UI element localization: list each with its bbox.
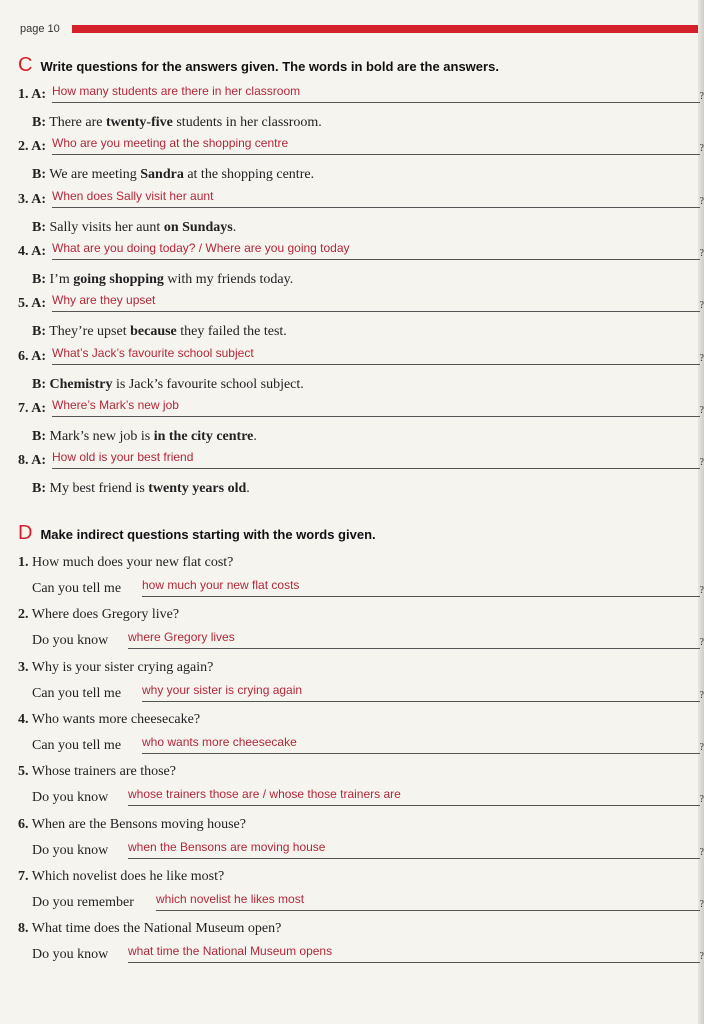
speaker-label: B: <box>32 377 46 392</box>
question-row-a <box>18 189 704 209</box>
handwritten-answer: Who are you meeting at the shopping centre <box>52 136 289 150</box>
answer-row-b <box>18 428 700 446</box>
sentence-start: They’re upset <box>49 324 131 339</box>
question-number: 7. A: <box>18 401 46 416</box>
answer-row-b <box>18 376 700 394</box>
section-c-heading <box>18 54 499 77</box>
question-mark: ? <box>699 91 704 102</box>
question-starter: Do you know <box>32 633 109 648</box>
section-d-instruction: Make indirect questions starting with the words given. <box>40 527 376 542</box>
question-mark: ? <box>699 899 704 910</box>
handwritten-answer: when the Bensons are moving house <box>128 840 326 854</box>
direct-question: Whose trainers are those? <box>31 764 176 779</box>
sentence-end: at the shopping centre. <box>183 167 315 182</box>
sentence-start: Mark’s new job is <box>49 429 154 444</box>
direct-question: Which novelist does he like most? <box>31 869 225 884</box>
handwritten-answer: Where’s Mark’s new job <box>52 398 179 412</box>
direct-question: Who wants more cheesecake? <box>31 712 201 727</box>
answer-field[interactable] <box>142 735 704 754</box>
direct-question-row <box>18 868 700 886</box>
question-number: 1. <box>18 555 29 570</box>
direct-question-row <box>18 711 700 729</box>
bold-answer: in the city centre <box>153 429 254 444</box>
direct-question-row <box>18 554 700 572</box>
speaker-label: B: <box>32 481 46 496</box>
sentence-end: . <box>232 220 237 235</box>
question-starter: Do you know <box>32 843 109 858</box>
answer-field[interactable] <box>156 892 704 911</box>
question-row-a <box>18 136 704 156</box>
question-starter: Do you know <box>32 790 109 805</box>
indirect-question-row <box>18 683 704 703</box>
question-number: 4. A: <box>18 244 46 259</box>
speaker-label: B: <box>32 167 46 182</box>
question-mark: ? <box>699 637 704 648</box>
question-mark: ? <box>699 405 704 416</box>
sentence-end: students in her classroom. <box>172 115 322 130</box>
sentence-start: My best friend is <box>49 481 149 496</box>
handwritten-answer: How many students are there in her classroom <box>52 84 301 98</box>
direct-question: Where does Gregory live? <box>31 607 180 622</box>
answer-field[interactable] <box>128 840 704 859</box>
question-starter: Can you tell me <box>32 581 122 596</box>
answer-field[interactable] <box>52 293 704 312</box>
handwritten-answer: where Gregory lives <box>128 630 235 644</box>
speaker-label: B: <box>32 429 46 444</box>
direct-question-row <box>18 763 700 781</box>
speaker-label: B: <box>32 272 46 287</box>
sentence-end: . <box>253 429 257 444</box>
sentence-start: We are meeting <box>49 167 141 182</box>
question-starter: Can you tell me <box>32 686 122 701</box>
bold-answer: because <box>130 324 177 339</box>
answer-field[interactable] <box>52 189 704 208</box>
header-bar <box>72 25 704 33</box>
question-number: 8. <box>18 921 29 936</box>
indirect-question-row <box>18 630 704 650</box>
handwritten-answer: What’s Jack’s favourite school subject <box>52 346 254 360</box>
question-number: 3. <box>18 660 29 675</box>
question-mark: ? <box>699 143 704 154</box>
answer-row-b <box>18 114 700 132</box>
bold-answer: Sandra <box>140 167 184 182</box>
question-number: 3. A: <box>18 192 46 207</box>
question-row-a <box>18 450 704 470</box>
sentence-end: they failed the test. <box>176 324 287 339</box>
bold-answer: twenty-five <box>105 115 173 130</box>
handwritten-answer: why your sister is crying again <box>142 683 303 697</box>
indirect-question-row <box>18 892 704 912</box>
speaker-label: B: <box>32 115 46 130</box>
question-number: 7. <box>18 869 29 884</box>
answer-field[interactable] <box>52 84 704 103</box>
question-number: 6. <box>18 817 29 832</box>
handwritten-answer: When does Sally visit her aunt <box>52 189 214 203</box>
question-number: 5. A: <box>18 296 46 311</box>
bold-answer: twenty years old <box>148 481 247 496</box>
question-mark: ? <box>699 690 704 701</box>
section-d-heading <box>18 522 376 545</box>
indirect-question-row <box>18 735 704 755</box>
question-mark: ? <box>699 585 704 596</box>
question-mark: ? <box>699 794 704 805</box>
handwritten-answer: What are you doing today? / Where are you going today <box>52 241 350 255</box>
answer-field[interactable] <box>128 630 704 649</box>
answer-row-b <box>18 323 700 341</box>
answer-field[interactable] <box>52 398 704 417</box>
question-number: 8. A: <box>18 453 46 468</box>
page-number: page 10 <box>20 23 60 35</box>
direct-question: What time does the National Museum open? <box>31 921 282 936</box>
question-row-a <box>18 293 704 313</box>
question-mark: ? <box>699 847 704 858</box>
section-c-instruction: Write questions for the answers given. The words in bold are the answers. <box>40 59 499 74</box>
speaker-label: B: <box>32 220 46 235</box>
section-d-letter: D <box>18 522 33 544</box>
direct-question: When are the Bensons moving house? <box>31 817 246 832</box>
handwritten-answer: which novelist he likes most <box>156 892 305 906</box>
question-row-a <box>18 346 704 366</box>
answer-row-b <box>18 166 700 184</box>
bold-answer: on Sundays <box>163 220 233 235</box>
bold-answer: Chemistry <box>49 377 113 392</box>
answer-field[interactable] <box>52 346 704 365</box>
answer-field[interactable] <box>52 450 704 469</box>
answer-field[interactable] <box>52 136 704 155</box>
answer-row-b <box>18 271 700 289</box>
section-c-letter: C <box>18 54 33 76</box>
question-number: 5. <box>18 764 29 779</box>
indirect-question-row <box>18 840 704 860</box>
handwritten-answer: How old is your best friend <box>52 450 194 464</box>
question-row-a <box>18 398 704 418</box>
direct-question-row <box>18 659 700 677</box>
handwritten-answer: how much your new flat costs <box>142 578 300 592</box>
indirect-question-row <box>18 944 704 964</box>
sentence-end: . <box>246 481 250 496</box>
question-number: 6. A: <box>18 349 46 364</box>
speaker-label: B: <box>32 324 46 339</box>
question-mark: ? <box>699 353 704 364</box>
question-row-a <box>18 84 704 104</box>
question-number: 4. <box>18 712 29 727</box>
question-number: 2. <box>18 607 29 622</box>
answer-field[interactable] <box>128 787 704 806</box>
question-mark: ? <box>699 300 704 311</box>
question-mark: ? <box>699 951 704 962</box>
sentence-start: There are <box>49 115 106 130</box>
answer-row-b <box>18 480 700 498</box>
handwritten-answer: what time the National Museum opens <box>128 944 333 958</box>
answer-field[interactable] <box>142 683 704 702</box>
question-starter: Can you tell me <box>32 738 122 753</box>
question-mark: ? <box>699 457 704 468</box>
direct-question: Why is your sister crying again? <box>31 660 214 675</box>
question-mark: ? <box>699 742 704 753</box>
question-mark: ? <box>699 196 704 207</box>
indirect-question-row <box>18 578 704 598</box>
handwritten-answer: who wants more cheesecake <box>142 735 297 749</box>
handwritten-answer: whose trainers those are / whose those trainers are <box>128 787 401 801</box>
bold-answer: going shopping <box>73 272 164 287</box>
handwritten-answer: Why are they upset <box>52 293 156 307</box>
question-mark: ? <box>699 248 704 259</box>
page-header <box>0 0 704 40</box>
question-number: 1. A: <box>18 87 46 102</box>
sentence-start: I’m <box>49 272 74 287</box>
direct-question: How much does your new flat cost? <box>32 555 234 570</box>
answer-field[interactable] <box>52 241 704 260</box>
answer-field[interactable] <box>128 944 704 963</box>
direct-question-row <box>18 920 700 938</box>
question-number: 2. A: <box>18 139 46 154</box>
direct-question-row <box>18 606 700 624</box>
question-starter: Do you remember <box>32 895 134 910</box>
question-starter: Do you know <box>32 947 109 962</box>
sentence-start: Sally visits her aunt <box>49 220 164 235</box>
question-row-a <box>18 241 704 261</box>
answer-row-b <box>18 219 700 237</box>
answer-field[interactable] <box>142 578 704 597</box>
sentence-end: is Jack’s favourite school subject. <box>112 377 304 392</box>
indirect-question-row <box>18 787 704 807</box>
sentence-end: with my friends today. <box>163 272 294 287</box>
direct-question-row <box>18 816 700 834</box>
